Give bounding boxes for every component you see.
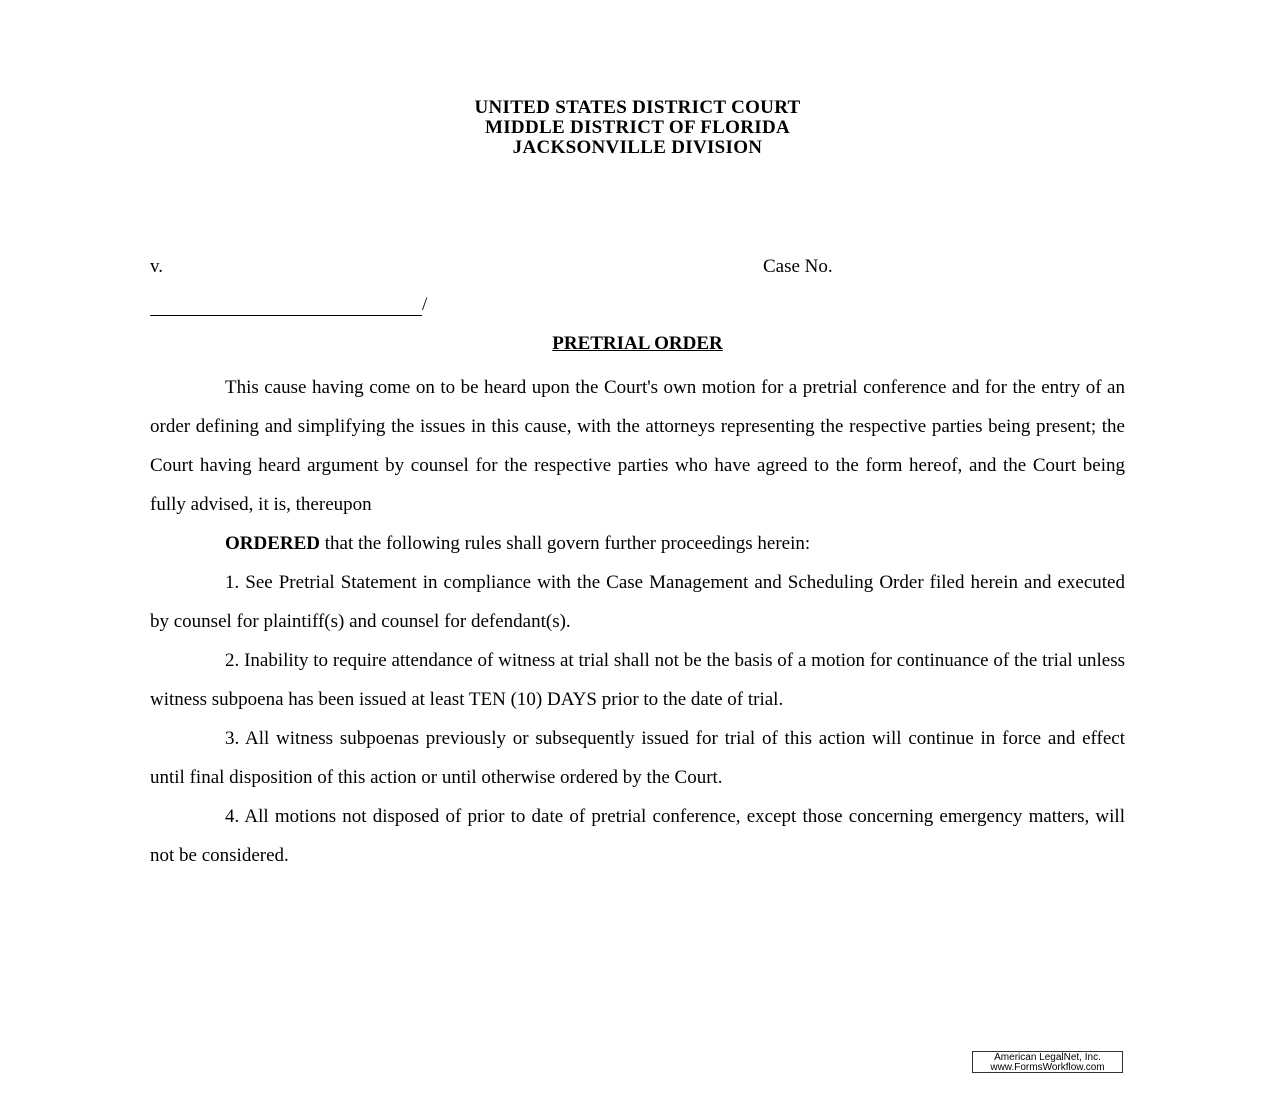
court-district: MIDDLE DISTRICT OF FLORIDA: [485, 117, 790, 138]
publisher-name: American LegalNet, Inc.: [994, 1052, 1101, 1063]
court-name: UNITED STATES DISTRICT COURT: [474, 97, 801, 118]
caption-slash: /: [422, 294, 428, 315]
ordered-keyword: ORDERED: [225, 533, 321, 554]
court-division: JACKSONVILLE DIVISION: [512, 137, 763, 158]
publisher-badge: [972, 1051, 1123, 1073]
caption-versus: v.: [150, 256, 164, 277]
publisher-url: www.FormsWorkflow.com: [990, 1062, 1105, 1073]
rule-item-3: 3. All witness subpoenas previously or subsequently issued for trial of this action will continue in force and effect until final disposition of this action or until otherwise ordered by the Court.: [150, 728, 1125, 788]
rule-item-4: 4. All motions not disposed of prior to date of pretrial conference, except those concerning emergency matters, will not be considered.: [150, 806, 1125, 866]
intro-paragraph: This cause having come on to be heard upon the Court's own motion for a pretrial conference and for the entry of an order defining and simplifying the issues in this cause, with the attorneys representing the respective parties being present; the Court having heard argument by counsel for the respective parties who have agreed to the form hereof, and the Court being fully advised, it is, thereupon: [150, 377, 1125, 515]
court-header: [0, 98, 1275, 158]
caption-signature-line: [150, 294, 427, 316]
rule-item-2: 2. Inability to require attendance of witness at trial shall not be the basis of a motion for continuance of the trial unless witness subpoena has been issued at least TEN (10) DAYS prior to the date of trial.: [150, 650, 1125, 710]
case-number-label: Case No.: [763, 256, 833, 277]
document-title: PRETRIAL ORDER: [552, 333, 723, 354]
order-body: [150, 368, 1125, 875]
rule-item-1: 1. See Pretrial Statement in compliance with the Case Management and Scheduling Order filed herein and executed by counsel for plaintiff(s) and counsel for defendant(s).: [150, 572, 1125, 632]
caption-rule: [150, 295, 422, 316]
ordered-text: that the following rules shall govern further proceedings herein:: [320, 533, 811, 554]
ordered-paragraph: [150, 524, 1125, 563]
